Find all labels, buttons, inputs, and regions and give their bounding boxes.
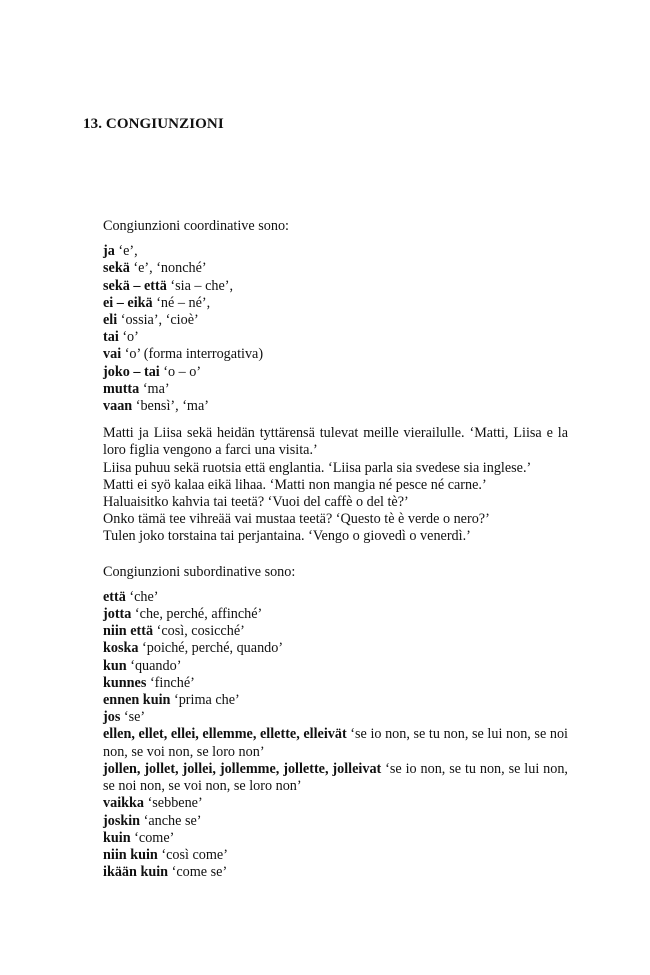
list-item [103, 329, 568, 346]
conjunction-gloss: ‘che, perché, affinché’ [131, 606, 263, 623]
list-item [103, 398, 568, 415]
conjunction-term: ikään kuin [103, 864, 169, 881]
conjunction-term: sekä – että [103, 277, 167, 294]
chapter-body [103, 218, 568, 881]
conjunction-term: kunnes [103, 674, 147, 691]
list-item [103, 381, 568, 398]
conjunction-term: eli [103, 312, 118, 329]
example-sentence: Tulen joko torstaina tai perjantaina. ‘Vengo o giovedì o venerdì.’ [103, 528, 471, 545]
list-item [103, 830, 568, 847]
list-item [103, 761, 568, 795]
conjunction-gloss: ‘prima che’ [170, 692, 240, 709]
conjunction-term: vaikka [103, 795, 145, 812]
list-item [103, 692, 568, 709]
list-item [103, 709, 568, 726]
list-item [103, 243, 568, 260]
example-sentences [103, 425, 568, 545]
conjunction-term: mutta [103, 380, 140, 397]
conjunction-term: niin että [103, 623, 154, 640]
conjunction-term: että [103, 588, 126, 605]
conjunction-gloss: ‘come’ [130, 829, 175, 846]
list-item [103, 312, 568, 329]
conjunction-term: koska [103, 640, 139, 657]
conjunction-gloss: ‘se’ [120, 709, 146, 726]
conjunction-term: sekä [103, 260, 130, 277]
coordinative-intro: Congiunzioni coordinative sono: [103, 218, 289, 234]
conjunction-term: jos [103, 709, 121, 726]
conjunction-gloss: ‘o’ (forma interrogativa) [121, 346, 264, 363]
list-item [103, 864, 568, 881]
list-item [103, 726, 568, 760]
conjunction-gloss: ‘finché’ [146, 674, 195, 691]
list-item [103, 606, 568, 623]
example-sentence: Haluaisitko kahvia tai teetä? ‘Vuoi del caffè o del tè?’ [103, 494, 409, 511]
conjunction-gloss: ‘quando’ [126, 657, 182, 674]
conjunction-term: jollen, jollet, jollei, jollemme, jollette, jolleivat [103, 760, 382, 777]
conjunction-term: ja [103, 243, 115, 260]
conjunction-gloss: ‘se io non, se tu non, se lui non, se noi non, se voi non, se loro non’ [103, 726, 568, 760]
coordinative-list [103, 243, 568, 415]
conjunction-gloss: ‘sebbene’ [144, 795, 203, 812]
list-item [103, 658, 568, 675]
conjunction-term: ennen kuin [103, 692, 171, 709]
conjunction-gloss: ‘ma’ [139, 380, 170, 397]
conjunction-gloss: ‘ossia’, ‘cioè’ [117, 312, 199, 329]
conjunction-gloss: ‘così, cosicché’ [153, 623, 245, 640]
list-item [103, 278, 568, 295]
conjunction-gloss: ‘e’, ‘nonché’ [129, 260, 207, 277]
list-item [103, 675, 568, 692]
example-sentence: Matti ja Liisa sekä heidän tyttärensä tulevat meille vierailulle. ‘Matti, Liisa e la loro figlia vengono a farci una visita.’ [103, 425, 568, 459]
conjunction-term: kuin [103, 829, 131, 846]
list-item [103, 813, 568, 830]
subordinative-intro: Congiunzioni subordinative sono: [103, 563, 296, 580]
list-item [103, 260, 568, 277]
conjunction-gloss: ‘né – né’, [152, 294, 211, 311]
conjunction-gloss: ‘poiché, perché, quando’ [138, 640, 284, 657]
conjunction-gloss: ‘come se’ [168, 864, 228, 881]
section-spacer [103, 546, 568, 564]
list-item [103, 623, 568, 640]
list-item [103, 795, 568, 812]
conjunction-term: jotta [103, 606, 132, 623]
subordinative-list [103, 589, 568, 881]
conjunction-term: ellen, ellet, ellei, ellemme, ellette, elleivät [103, 726, 347, 743]
conjunction-term: joko – tai [103, 363, 160, 380]
conjunction-gloss: ‘e’, [114, 243, 138, 260]
conjunction-gloss: ‘o’ [118, 329, 139, 346]
list-item [103, 364, 568, 381]
example-sentence: Onko tämä tee vihreää vai mustaa teetä? ‘Questo tè è verde o nero?’ [103, 511, 490, 528]
conjunction-term: vaan [103, 398, 133, 415]
conjunction-gloss: ‘così come’ [157, 846, 228, 863]
conjunction-term: ei – eikä [103, 294, 153, 311]
conjunction-gloss: ‘bensì’, ‘ma’ [132, 398, 209, 415]
chapter-title: 13. CONGIUNZIONI [83, 116, 224, 132]
example-sentence: Liisa puhuu sekä ruotsia että englantia. ‘Liisa parla sia svedese sia inglese.’ [103, 459, 532, 476]
conjunction-term: niin kuin [103, 846, 158, 863]
list-item [103, 589, 568, 606]
list-item [103, 346, 568, 363]
conjunction-term: kun [103, 657, 127, 674]
list-item [103, 640, 568, 657]
list-item [103, 295, 568, 312]
conjunction-term: vai [103, 346, 122, 363]
conjunction-gloss: ‘se io non, se tu non, se lui non, se noi non, se voi non, se loro non’ [103, 760, 568, 795]
conjunction-term: tai [103, 329, 119, 346]
conjunction-gloss: ‘sia – che’, [166, 277, 234, 294]
example-sentence: Matti ei syö kalaa eikä lihaa. ‘Matti non mangia né pesce né carne.’ [103, 476, 487, 493]
conjunction-gloss: ‘che’ [125, 588, 159, 605]
conjunction-gloss: ‘anche se’ [140, 812, 202, 829]
conjunction-gloss: ‘o – o’ [159, 363, 202, 380]
list-item [103, 847, 568, 864]
conjunction-term: joskin [103, 812, 141, 829]
